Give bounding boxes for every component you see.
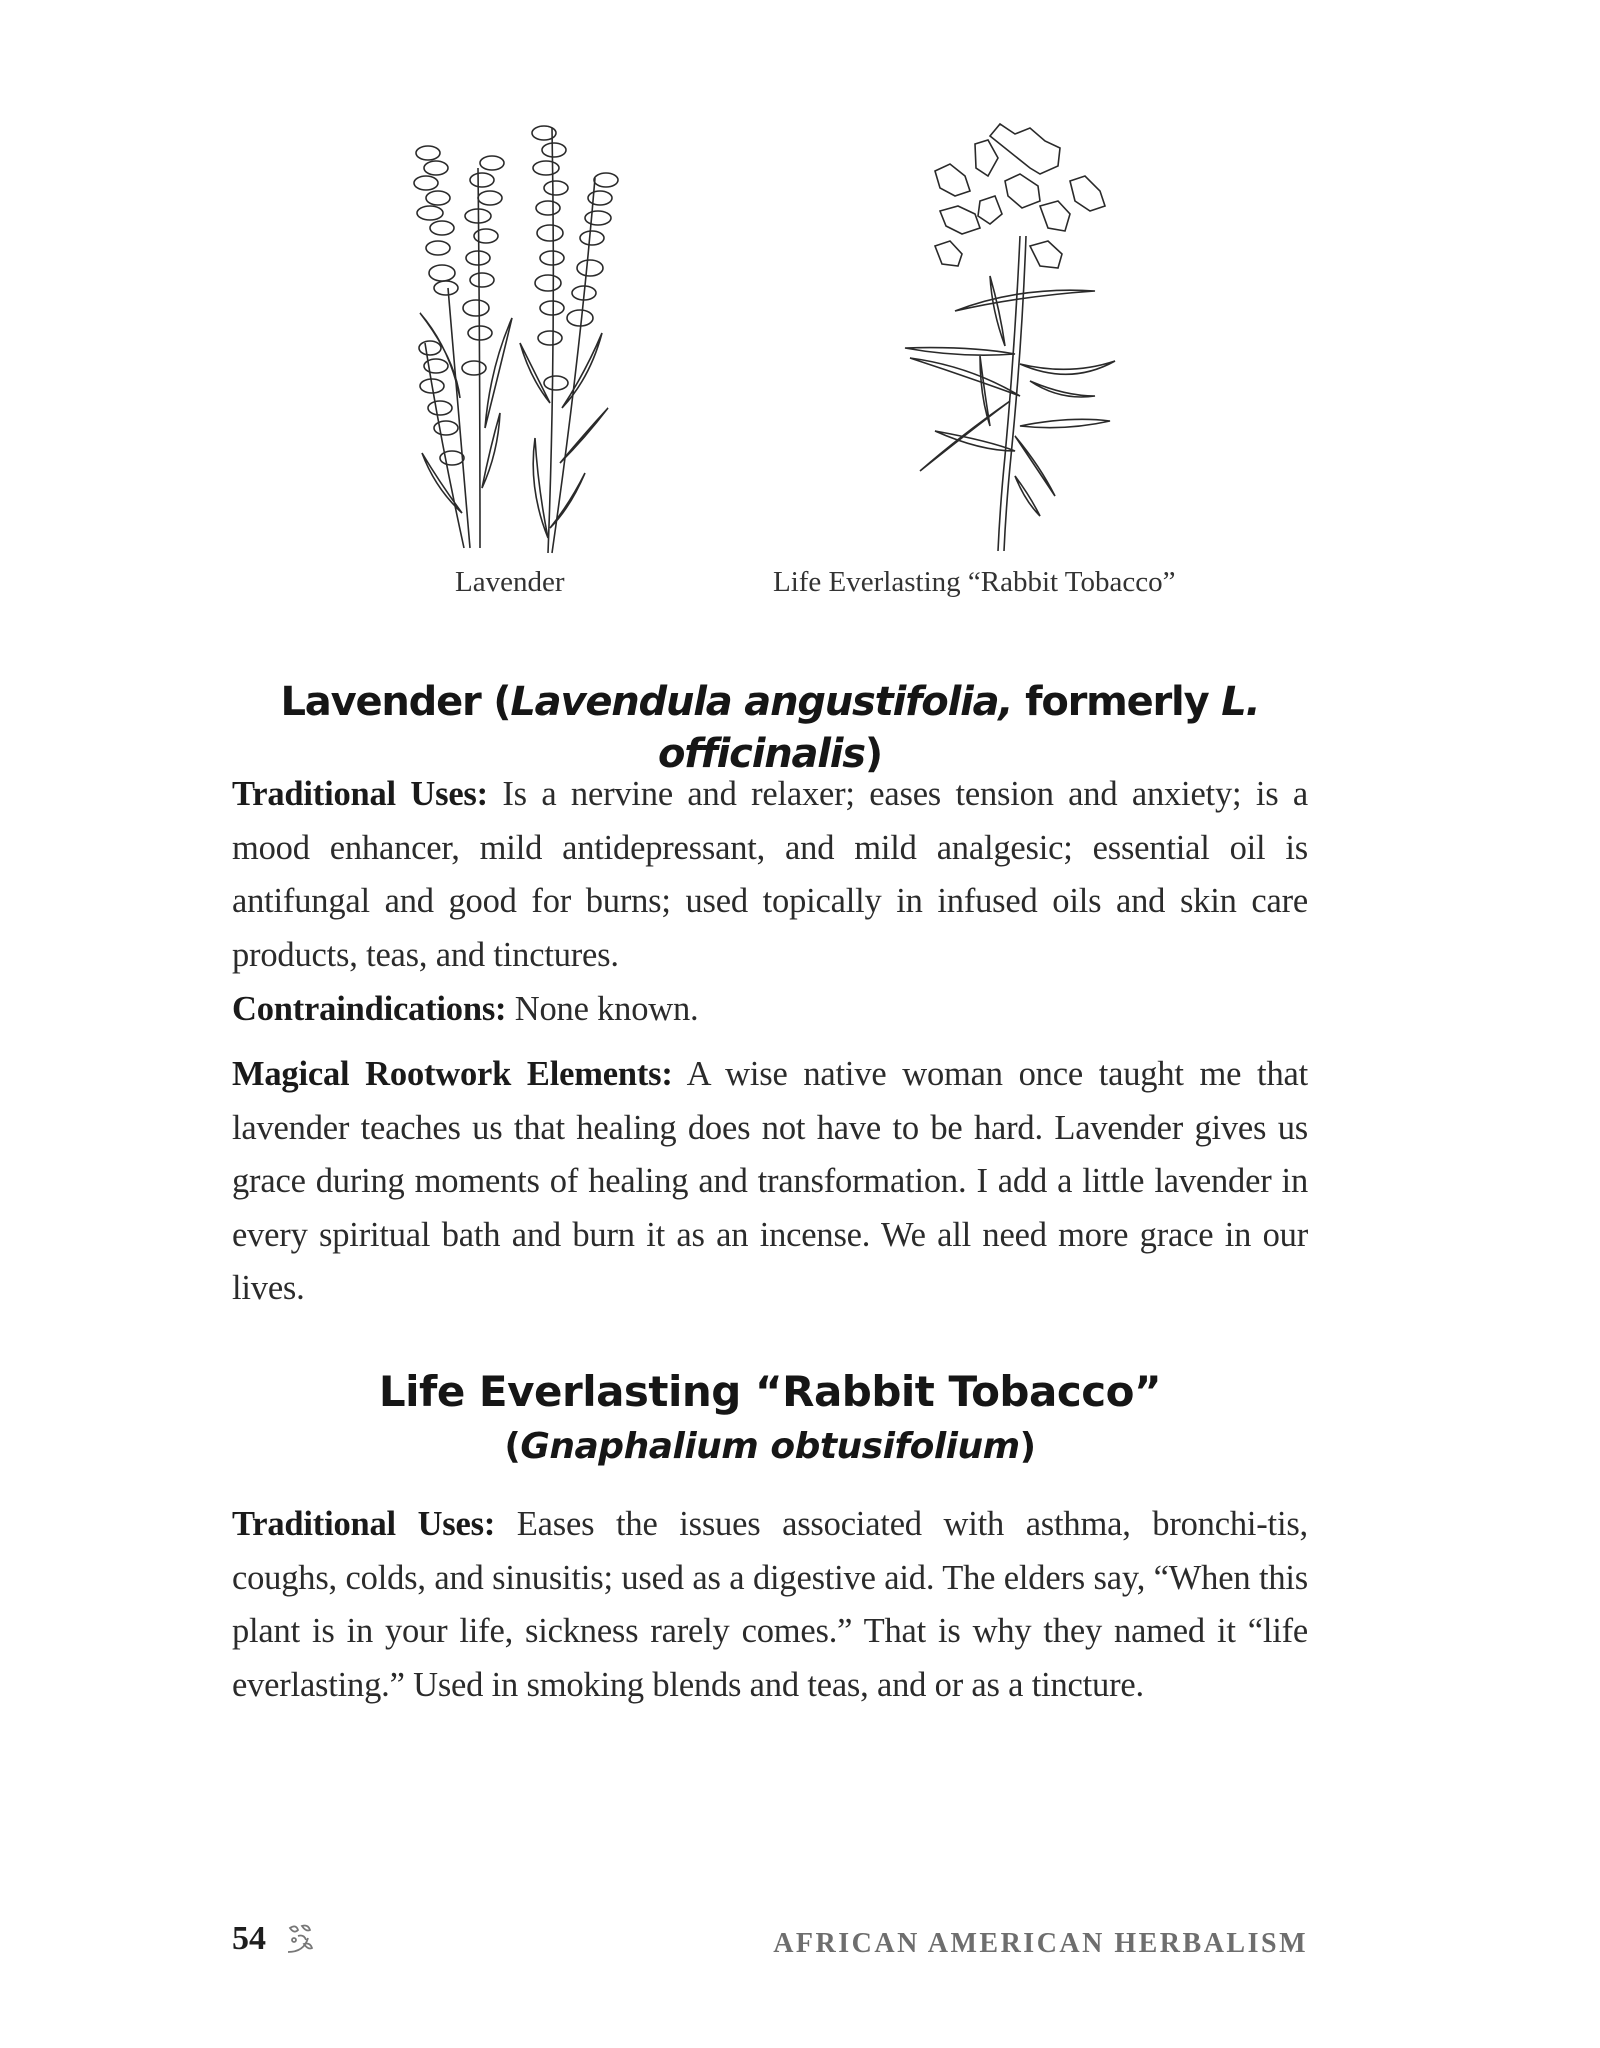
paren-open: ( [480, 679, 511, 725]
flower-spike [567, 173, 618, 326]
traditional-uses-paragraph [232, 1498, 1308, 1712]
page-number: 54 [232, 1920, 266, 1957]
paren-close: ) [1019, 1426, 1036, 1467]
scientific-name: Lavendula angustifolia, [510, 679, 1013, 725]
scientific-name: Gnaphalium obtusifolium [520, 1426, 1020, 1467]
section-text: Eases the issues associated with asthma, bronchi-tis, coughs, colds, and sinusitis; used as a digestive aid. The elders say, “When this plant is in your life, sickness rarely comes.” That is why they named it “life everlasting.” Used in smoking blends and teas, and or as a tincture. [232, 1505, 1308, 1704]
common-name: Lavender [280, 679, 481, 725]
entry-heading-life-everlasting [232, 1364, 1308, 1420]
rabbit-tobacco-illustration [880, 96, 1140, 551]
leaf-ornament-icon [284, 1922, 314, 1956]
entry-subheading-scientific [232, 1422, 1308, 1472]
figure-caption: Life Everlasting “Rabbit Tobacco” [773, 566, 1176, 598]
flower-spike [414, 146, 458, 295]
section-label: Contraindications: [232, 990, 507, 1028]
paren-close: ) [864, 731, 882, 777]
section-text: Is a nervine and relaxer; eases tension and anxiety; is a mood enhancer, mild antidepressant, and mild analgesic; essential oil is antifungal and good for burns; used topically in infused oils and skin care products, teas, and tinctures. [232, 775, 1308, 974]
paren-open: ( [504, 1426, 521, 1467]
contraindications-paragraph [232, 983, 1308, 1037]
section-text: None known. [506, 990, 699, 1028]
common-name: Life Everlasting “Rabbit Tobacco” [378, 1367, 1162, 1416]
section-label: Traditional Uses: [232, 775, 488, 813]
former-scientific-name: L. officinalis [657, 679, 1260, 777]
lavender-illustration [380, 108, 660, 558]
flower-spike [532, 126, 568, 390]
running-title: AFRICAN AMERICAN HERBALISM [773, 1928, 1308, 1959]
figure-caption: Lavender [455, 566, 565, 598]
entry-heading-lavender [232, 676, 1308, 780]
section-label: Magical Rootwork Elements: [232, 1055, 673, 1093]
section-text: A wise native woman once taught me that lavender teaches us that healing does not have to be hard. Lavender gives us grace during moments of healing and transformation. I add a little lavender in every spiritual bath and burn it as an incense. We all need more grace in our lives. [232, 1055, 1308, 1307]
magical-rootwork-paragraph [232, 1048, 1308, 1316]
heading-connector: formerly [1012, 679, 1222, 725]
section-label: Traditional Uses: [232, 1505, 496, 1543]
traditional-uses-paragraph [232, 768, 1308, 982]
flower-spike [462, 156, 504, 375]
